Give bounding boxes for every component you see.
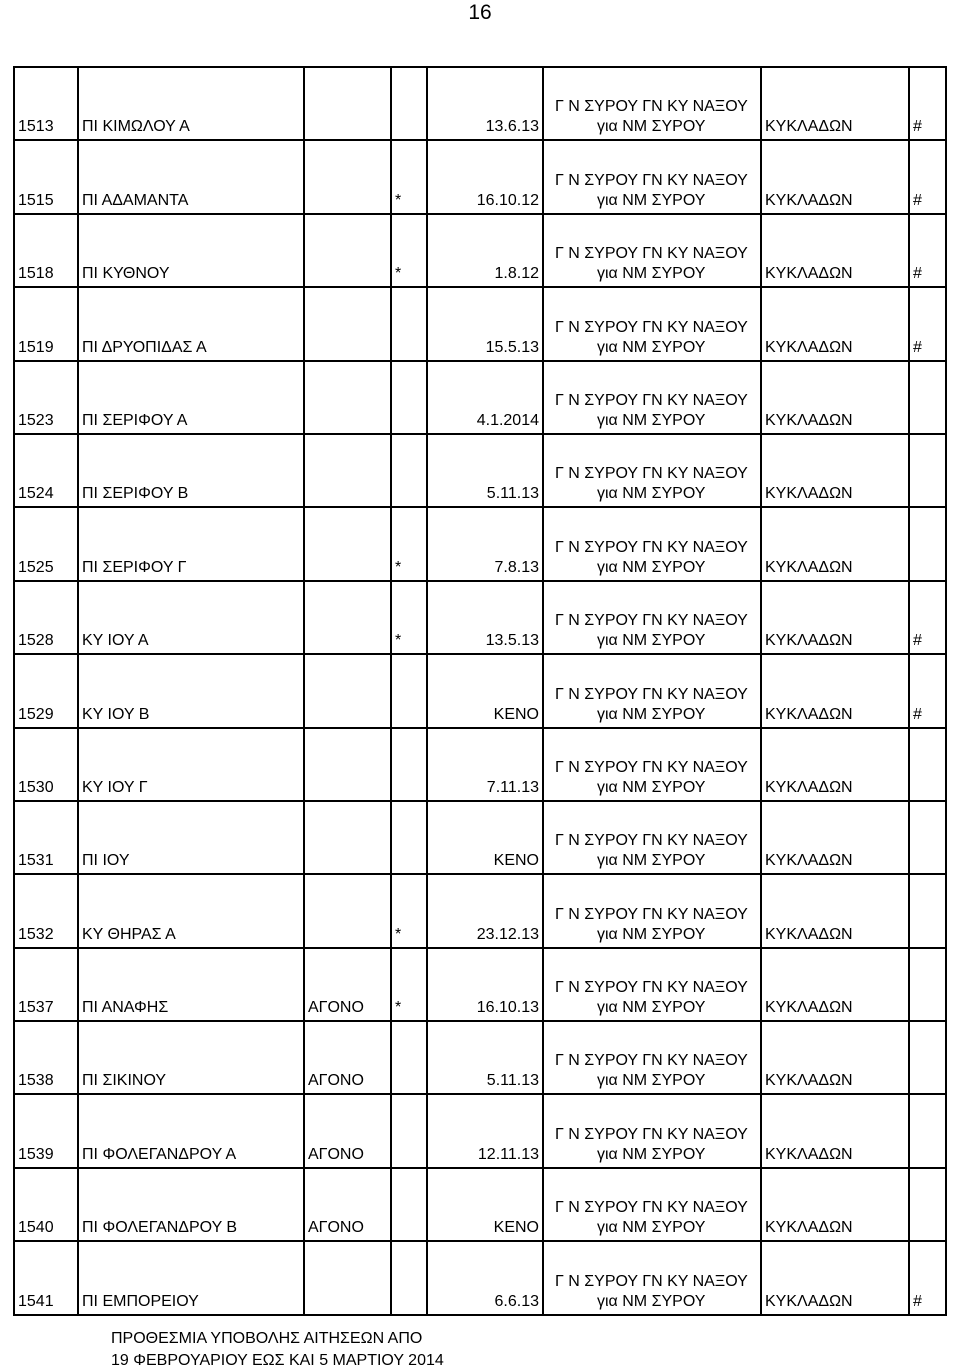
table-row — [14, 874, 946, 947]
court-line-1: Γ Ν ΣΥΡΟΥ ΓΝ ΚΥ ΝΑΞΟΥ — [555, 1199, 748, 1217]
star-marker-cell: * — [391, 948, 427, 1021]
table-row — [14, 801, 946, 874]
position-code-cell: 1531 — [14, 801, 78, 874]
hash-marker-cell: # — [909, 581, 946, 654]
court-line-1: Γ Ν ΣΥΡΟΥ ΓΝ ΚΥ ΝΑΞΟΥ — [555, 391, 748, 409]
agono-cell — [304, 728, 391, 801]
position-code-cell: 1525 — [14, 507, 78, 580]
date-cell: 5.11.13 — [427, 1021, 543, 1094]
star-marker-cell — [391, 654, 427, 727]
position-name-cell: ΠΙ ΣΙΚΙΝΟΥ — [78, 1021, 304, 1094]
court-line-2: για ΝΜ ΣΥΡΟΥ — [597, 778, 706, 796]
table-row — [14, 361, 946, 434]
court-cell — [543, 1168, 761, 1241]
hash-marker-cell — [909, 1094, 946, 1167]
position-name-cell: ΠΙ ΑΝΑΦΗΣ — [78, 948, 304, 1021]
table-row — [14, 507, 946, 580]
table-row — [14, 728, 946, 801]
position-name-cell: ΠΙ ΣΕΡΙΦΟΥ Β — [78, 434, 304, 507]
date-cell: 15.5.13 — [427, 287, 543, 360]
date-cell: ΚΕΝΟ — [427, 1168, 543, 1241]
star-marker-cell — [391, 1168, 427, 1241]
date-cell: 6.6.13 — [427, 1241, 543, 1314]
table-row — [14, 948, 946, 1021]
court-line-1: Γ Ν ΣΥΡΟΥ ΓΝ ΚΥ ΝΑΞΟΥ — [555, 465, 748, 483]
star-marker-cell: * — [391, 214, 427, 287]
deadline-line-2: 19 ΦΕΒΡΟΥΑΡΙΟΥ ΕΩΣ ΚΑΙ 5 ΜΑΡΤΙΟΥ 2014 — [111, 1352, 444, 1369]
position-code-cell: 1537 — [14, 948, 78, 1021]
star-marker-cell — [391, 361, 427, 434]
table-row — [14, 654, 946, 727]
court-cell — [543, 361, 761, 434]
hash-marker-cell — [909, 948, 946, 1021]
position-name-cell: ΠΙ ΣΕΡΙΦΟΥ Γ — [78, 507, 304, 580]
court-line-1: Γ Ν ΣΥΡΟΥ ΓΝ ΚΥ ΝΑΞΟΥ — [555, 171, 748, 189]
court-cell — [543, 67, 761, 140]
court-line-2: για ΝΜ ΣΥΡΟΥ — [597, 1292, 706, 1310]
date-cell: 23.12.13 — [427, 874, 543, 947]
court-line-1: Γ Ν ΣΥΡΟΥ ΓΝ ΚΥ ΝΑΞΟΥ — [555, 318, 748, 336]
hash-marker-cell: # — [909, 140, 946, 213]
court-cell — [543, 434, 761, 507]
position-name-cell: ΚΥ ΙΟΥ Β — [78, 654, 304, 727]
table-row — [14, 67, 946, 140]
court-cell — [543, 214, 761, 287]
agono-cell — [304, 1241, 391, 1314]
agono-cell — [304, 140, 391, 213]
court-line-1: Γ Ν ΣΥΡΟΥ ΓΝ ΚΥ ΝΑΞΟΥ — [555, 612, 748, 630]
court-line-1: Γ Ν ΣΥΡΟΥ ΓΝ ΚΥ ΝΑΞΟΥ — [555, 758, 748, 776]
court-cell — [543, 654, 761, 727]
position-name-cell: ΚΥ ΙΟΥ Γ — [78, 728, 304, 801]
region-cell: ΚΥΚΛΑΔΩΝ — [761, 801, 909, 874]
court-cell — [543, 1094, 761, 1167]
court-line-2: για ΝΜ ΣΥΡΟΥ — [597, 705, 706, 723]
court-line-1: Γ Ν ΣΥΡΟΥ ΓΝ ΚΥ ΝΑΞΟΥ — [555, 979, 748, 997]
position-name-cell: ΠΙ ΕΜΠΟΡΕΙΟΥ — [78, 1241, 304, 1314]
hash-marker-cell — [909, 507, 946, 580]
court-cell — [543, 287, 761, 360]
table-row — [14, 581, 946, 654]
agono-cell — [304, 287, 391, 360]
region-cell: ΚΥΚΛΑΔΩΝ — [761, 654, 909, 727]
agono-cell — [304, 801, 391, 874]
court-cell — [543, 1021, 761, 1094]
hash-marker-cell: # — [909, 214, 946, 287]
hash-marker-cell — [909, 361, 946, 434]
hash-marker-cell: # — [909, 1241, 946, 1314]
position-code-cell: 1539 — [14, 1094, 78, 1167]
star-marker-cell: * — [391, 507, 427, 580]
court-line-2: για ΝΜ ΣΥΡΟΥ — [597, 558, 706, 576]
agono-cell — [304, 654, 391, 727]
court-cell — [543, 507, 761, 580]
date-cell: 16.10.12 — [427, 140, 543, 213]
date-cell: 16.10.13 — [427, 948, 543, 1021]
region-cell: ΚΥΚΛΑΔΩΝ — [761, 361, 909, 434]
region-cell: ΚΥΚΛΑΔΩΝ — [761, 507, 909, 580]
date-cell: 4.1.2014 — [427, 361, 543, 434]
star-marker-cell: * — [391, 581, 427, 654]
court-line-1: Γ Ν ΣΥΡΟΥ ΓΝ ΚΥ ΝΑΞΟΥ — [555, 905, 748, 923]
date-cell: 5.11.13 — [427, 434, 543, 507]
hash-marker-cell: # — [909, 67, 946, 140]
court-line-2: για ΝΜ ΣΥΡΟΥ — [597, 1219, 706, 1237]
agono-cell: ΑΓΟΝΟ — [304, 1094, 391, 1167]
court-line-1: Γ Ν ΣΥΡΟΥ ΓΝ ΚΥ ΝΑΞΟΥ — [555, 1272, 748, 1290]
star-marker-cell: * — [391, 874, 427, 947]
hash-marker-cell — [909, 434, 946, 507]
table-row — [14, 214, 946, 287]
date-cell: ΚΕΝΟ — [427, 654, 543, 727]
date-cell: 7.11.13 — [427, 728, 543, 801]
agono-cell: ΑΓΟΝΟ — [304, 1021, 391, 1094]
position-name-cell: ΠΙ ΔΡΥΟΠΙΔΑΣ Α — [78, 287, 304, 360]
table-row — [14, 434, 946, 507]
position-name-cell: ΠΙ ΚΙΜΩΛΟΥ Α — [78, 67, 304, 140]
court-line-1: Γ Ν ΣΥΡΟΥ ΓΝ ΚΥ ΝΑΞΟΥ — [555, 832, 748, 850]
positions-table — [13, 66, 947, 1316]
agono-cell — [304, 361, 391, 434]
position-code-cell: 1532 — [14, 874, 78, 947]
table-row — [14, 1241, 946, 1314]
table-row — [14, 140, 946, 213]
position-code-cell: 1515 — [14, 140, 78, 213]
court-line-1: Γ Ν ΣΥΡΟΥ ΓΝ ΚΥ ΝΑΞΟΥ — [555, 1052, 748, 1070]
table-row — [14, 1094, 946, 1167]
table-row — [14, 287, 946, 360]
court-cell — [543, 581, 761, 654]
region-cell: ΚΥΚΛΑΔΩΝ — [761, 874, 909, 947]
position-name-cell: ΠΙ ΣΕΡΙΦΟΥ Α — [78, 361, 304, 434]
hash-marker-cell — [909, 801, 946, 874]
position-name-cell: ΠΙ ΚΥΘΝΟΥ — [78, 214, 304, 287]
region-cell: ΚΥΚΛΑΔΩΝ — [761, 728, 909, 801]
agono-cell — [304, 874, 391, 947]
region-cell: ΚΥΚΛΑΔΩΝ — [761, 1094, 909, 1167]
date-cell: 1.8.12 — [427, 214, 543, 287]
hash-marker-cell — [909, 1168, 946, 1241]
court-cell — [543, 948, 761, 1021]
court-line-2: για ΝΜ ΣΥΡΟΥ — [597, 338, 706, 356]
table-row — [14, 1021, 946, 1094]
court-line-2: για ΝΜ ΣΥΡΟΥ — [597, 191, 706, 209]
position-code-cell: 1529 — [14, 654, 78, 727]
agono-cell — [304, 214, 391, 287]
star-marker-cell — [391, 1241, 427, 1314]
court-line-1: Γ Ν ΣΥΡΟΥ ΓΝ ΚΥ ΝΑΞΟΥ — [555, 1125, 748, 1143]
star-marker-cell — [391, 287, 427, 360]
court-cell — [543, 140, 761, 213]
court-cell — [543, 801, 761, 874]
star-marker-cell — [391, 1021, 427, 1094]
court-line-2: για ΝΜ ΣΥΡΟΥ — [597, 632, 706, 650]
court-line-2: για ΝΜ ΣΥΡΟΥ — [597, 265, 706, 283]
region-cell: ΚΥΚΛΑΔΩΝ — [761, 1168, 909, 1241]
position-code-cell: 1538 — [14, 1021, 78, 1094]
star-marker-cell — [391, 434, 427, 507]
court-cell — [543, 1241, 761, 1314]
agono-cell: ΑΓΟΝΟ — [304, 1168, 391, 1241]
region-cell: ΚΥΚΛΑΔΩΝ — [761, 67, 909, 140]
position-code-cell: 1524 — [14, 434, 78, 507]
region-cell: ΚΥΚΛΑΔΩΝ — [761, 1021, 909, 1094]
court-line-2: για ΝΜ ΣΥΡΟΥ — [597, 485, 706, 503]
position-code-cell: 1513 — [14, 67, 78, 140]
court-line-2: για ΝΜ ΣΥΡΟΥ — [597, 411, 706, 429]
date-cell: 7.8.13 — [427, 507, 543, 580]
table-body — [14, 67, 946, 1315]
position-code-cell: 1528 — [14, 581, 78, 654]
region-cell: ΚΥΚΛΑΔΩΝ — [761, 581, 909, 654]
date-cell: 13.6.13 — [427, 67, 543, 140]
court-line-2: για ΝΜ ΣΥΡΟΥ — [597, 999, 706, 1017]
hash-marker-cell: # — [909, 654, 946, 727]
court-line-1: Γ Ν ΣΥΡΟΥ ΓΝ ΚΥ ΝΑΞΟΥ — [555, 685, 748, 703]
region-cell: ΚΥΚΛΑΔΩΝ — [761, 287, 909, 360]
table-row — [14, 1168, 946, 1241]
deadline-line-1: ΠΡΟΘΕΣΜΙΑ ΥΠΟΒΟΛΗΣ ΑΙΤΗΣΕΩΝ ΑΠΟ — [111, 1330, 423, 1347]
position-code-cell: 1540 — [14, 1168, 78, 1241]
hash-marker-cell — [909, 874, 946, 947]
court-line-2: για ΝΜ ΣΥΡΟΥ — [597, 852, 706, 870]
region-cell: ΚΥΚΛΑΔΩΝ — [761, 140, 909, 213]
agono-cell — [304, 507, 391, 580]
position-name-cell: ΚΥ ΙΟΥ Α — [78, 581, 304, 654]
court-line-1: Γ Ν ΣΥΡΟΥ ΓΝ ΚΥ ΝΑΞΟΥ — [555, 98, 748, 116]
region-cell: ΚΥΚΛΑΔΩΝ — [761, 434, 909, 507]
region-cell: ΚΥΚΛΑΔΩΝ — [761, 214, 909, 287]
date-cell: ΚΕΝΟ — [427, 801, 543, 874]
region-cell: ΚΥΚΛΑΔΩΝ — [761, 1241, 909, 1314]
position-code-cell: 1541 — [14, 1241, 78, 1314]
court-line-1: Γ Ν ΣΥΡΟΥ ΓΝ ΚΥ ΝΑΞΟΥ — [555, 538, 748, 556]
position-name-cell: ΠΙ ΦΟΛΕΓΑΝΔΡΟΥ Α — [78, 1094, 304, 1167]
court-cell — [543, 874, 761, 947]
position-name-cell: ΠΙ ΙΟΥ — [78, 801, 304, 874]
star-marker-cell — [391, 801, 427, 874]
hash-marker-cell — [909, 728, 946, 801]
star-marker-cell — [391, 728, 427, 801]
page-number: 16 — [468, 1, 492, 24]
position-name-cell: ΚΥ ΘΗΡΑΣ Α — [78, 874, 304, 947]
agono-cell — [304, 434, 391, 507]
court-cell — [543, 728, 761, 801]
date-cell: 12.11.13 — [427, 1094, 543, 1167]
star-marker-cell — [391, 1094, 427, 1167]
position-code-cell: 1523 — [14, 361, 78, 434]
position-code-cell: 1530 — [14, 728, 78, 801]
court-line-2: για ΝΜ ΣΥΡΟΥ — [597, 1072, 706, 1090]
hash-marker-cell — [909, 1021, 946, 1094]
position-name-cell: ΠΙ ΦΟΛΕΓΑΝΔΡΟΥ Β — [78, 1168, 304, 1241]
agono-cell — [304, 67, 391, 140]
position-name-cell: ΠΙ ΑΔΑΜΑΝΤΑ — [78, 140, 304, 213]
court-line-2: για ΝΜ ΣΥΡΟΥ — [597, 925, 706, 943]
date-cell: 13.5.13 — [427, 581, 543, 654]
deadline-note — [111, 1328, 444, 1372]
agono-cell — [304, 581, 391, 654]
position-code-cell: 1519 — [14, 287, 78, 360]
star-marker-cell: * — [391, 140, 427, 213]
court-line-2: για ΝΜ ΣΥΡΟΥ — [597, 118, 706, 136]
court-line-1: Γ Ν ΣΥΡΟΥ ΓΝ ΚΥ ΝΑΞΟΥ — [555, 245, 748, 263]
court-line-2: για ΝΜ ΣΥΡΟΥ — [597, 1145, 706, 1163]
region-cell: ΚΥΚΛΑΔΩΝ — [761, 948, 909, 1021]
star-marker-cell — [391, 67, 427, 140]
hash-marker-cell: # — [909, 287, 946, 360]
position-code-cell: 1518 — [14, 214, 78, 287]
agono-cell: ΑΓΟΝΟ — [304, 948, 391, 1021]
